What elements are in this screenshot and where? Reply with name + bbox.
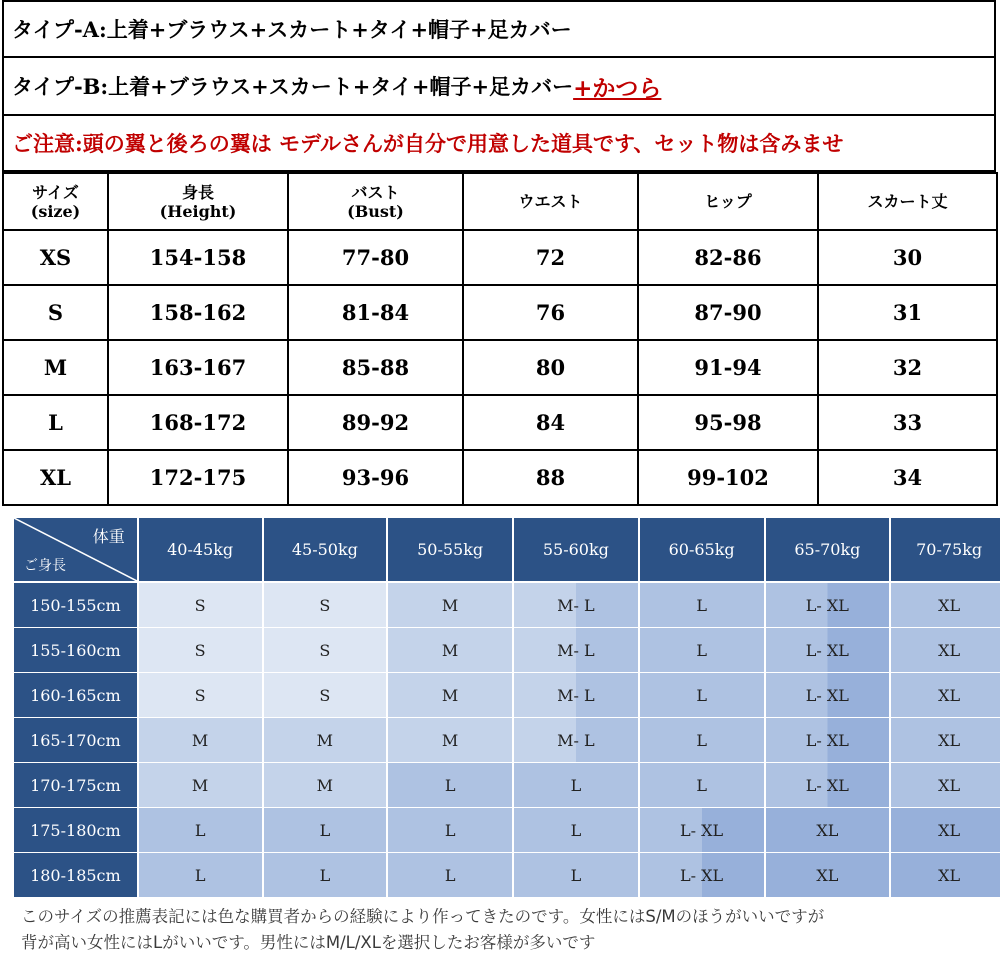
fit-cell: S — [264, 583, 387, 627]
table-cell: 99-102 — [638, 450, 818, 505]
fit-cell: L — [514, 853, 638, 897]
fit-cell: L — [640, 673, 764, 717]
fit-cell: XL — [891, 583, 1000, 627]
table-cell: 168-172 — [108, 395, 288, 450]
height-label: 150-155cm — [14, 583, 137, 627]
col-header-skirt-length: スカート丈 — [818, 173, 997, 230]
table-row — [3, 230, 997, 285]
table-cell: S — [3, 285, 108, 340]
fit-cell: L — [388, 808, 512, 852]
fit-chart-header-row — [14, 518, 1000, 581]
table-cell: L — [3, 395, 108, 450]
table-cell: 32 — [818, 340, 997, 395]
fit-cell: M- L — [514, 628, 638, 672]
col-header-hip: ヒップ — [638, 173, 818, 230]
fit-cell: S — [264, 628, 387, 672]
fit-cell: XL — [891, 673, 1000, 717]
fit-cell: L- XL — [766, 583, 890, 627]
table-cell: 33 — [818, 395, 997, 450]
table-cell: 89-92 — [288, 395, 463, 450]
fit-cell: S — [139, 673, 262, 717]
size-table — [2, 172, 998, 506]
col-header-bust: バスト (Bust) — [288, 173, 463, 230]
table-cell: XS — [3, 230, 108, 285]
fit-cell: L — [640, 763, 764, 807]
type-b-wig-text: +かつら — [573, 74, 662, 102]
notice-text: ご注意:頭の翼と後ろの翼は モデルさんが自分で用意した道具です、セット物は含みませ — [12, 131, 844, 156]
weight-header: 45-50kg — [264, 518, 387, 581]
height-label: 180-185cm — [14, 853, 137, 897]
fit-cell: L — [514, 763, 638, 807]
table-cell: 87-90 — [638, 285, 818, 340]
fit-chart-row — [14, 628, 1000, 672]
table-cell: XL — [3, 450, 108, 505]
fit-cell: M- L — [514, 583, 638, 627]
fit-cell: L- XL — [766, 763, 890, 807]
fit-cell: XL — [891, 628, 1000, 672]
col-header-height: 身長 (Height) — [108, 173, 288, 230]
fit-cell: M — [264, 763, 387, 807]
fit-chart-row — [14, 673, 1000, 717]
table-row — [3, 395, 997, 450]
table-cell: 172-175 — [108, 450, 288, 505]
type-a-text: タイプ-A:上着+ブラウス+スカート+タイ+帽子+足カバー — [12, 17, 572, 42]
table-cell: 93-96 — [288, 450, 463, 505]
weight-header: 70-75kg — [891, 518, 1000, 581]
fit-chart-row — [14, 763, 1000, 807]
weight-header: 55-60kg — [514, 518, 638, 581]
notice-line — [2, 116, 996, 172]
fit-chart-grid — [14, 518, 1000, 898]
table-cell: 91-94 — [638, 340, 818, 395]
fit-cell: L — [640, 583, 764, 627]
corner-weight-label: 体重 — [92, 527, 125, 546]
size-table-header — [3, 173, 997, 230]
fit-chart-row — [14, 718, 1000, 762]
fit-cell: M — [388, 718, 512, 762]
type-a-line — [2, 0, 996, 58]
fit-cell: M — [139, 718, 262, 762]
table-cell: 88 — [463, 450, 638, 505]
height-label: 160-165cm — [14, 673, 137, 717]
fit-cell: M — [388, 583, 512, 627]
weight-header: 40-45kg — [139, 518, 262, 581]
height-label: 175-180cm — [14, 808, 137, 852]
type-b-text: タイプ-B:上着+ブラウス+スカート+タイ+帽子+足カバー — [12, 74, 574, 99]
table-row — [3, 285, 997, 340]
table-cell: 81-84 — [288, 285, 463, 340]
table-cell: 80 — [463, 340, 638, 395]
fit-cell: L — [514, 808, 638, 852]
fit-cell: L- XL — [766, 718, 890, 762]
table-cell: M — [3, 340, 108, 395]
fit-cell: L — [139, 853, 262, 897]
fit-cell: M — [139, 763, 262, 807]
table-cell: 84 — [463, 395, 638, 450]
fit-cell: XL — [766, 853, 890, 897]
col-header-waist: ウエスト — [463, 173, 638, 230]
type-b-line — [2, 58, 996, 116]
fit-cell: M- L — [514, 673, 638, 717]
fit-cell: L — [640, 628, 764, 672]
fit-cell: M — [388, 628, 512, 672]
fit-chart-note — [21, 904, 996, 962]
fit-cell: S — [139, 583, 262, 627]
fit-chart — [7, 516, 999, 966]
fit-cell: XL — [891, 718, 1000, 762]
fit-cell: S — [139, 628, 262, 672]
corner-height-label: ご身長 — [24, 558, 66, 574]
fit-cell: L- XL — [766, 673, 890, 717]
table-cell: 72 — [463, 230, 638, 285]
table-cell: 77-80 — [288, 230, 463, 285]
table-cell: 31 — [818, 285, 997, 340]
fit-cell: M — [388, 673, 512, 717]
table-cell: 95-98 — [638, 395, 818, 450]
fit-cell: L- XL — [766, 628, 890, 672]
fit-cell: L — [264, 808, 387, 852]
table-cell: 154-158 — [108, 230, 288, 285]
note-line-1: このサイズの推薦表記には色な購買者からの経験により作ってきたのです。女性にはS/Mのほうがいいですが — [21, 907, 825, 926]
fit-cell: XL — [891, 763, 1000, 807]
note-line-2: 背が高い女性にはLがいいです。男性にはM/L/XLを選択したお客様が多いです — [21, 933, 596, 952]
table-row — [3, 340, 997, 395]
fit-chart-row — [14, 583, 1000, 627]
fit-cell: XL — [766, 808, 890, 852]
table-cell: 163-167 — [108, 340, 288, 395]
table-cell: 30 — [818, 230, 997, 285]
fit-cell: L- XL — [640, 853, 764, 897]
table-cell: 158-162 — [108, 285, 288, 340]
table-cell: 34 — [818, 450, 997, 505]
fit-cell: L — [640, 718, 764, 762]
fit-cell: L — [388, 763, 512, 807]
weight-header: 50-55kg — [388, 518, 512, 581]
fit-cell: M- L — [514, 718, 638, 762]
fit-cell: XL — [891, 808, 1000, 852]
height-label: 155-160cm — [14, 628, 137, 672]
weight-header: 60-65kg — [640, 518, 764, 581]
fit-cell: L — [388, 853, 512, 897]
height-label: 170-175cm — [14, 763, 137, 807]
fit-chart-corner — [14, 518, 137, 581]
table-cell: 82-86 — [638, 230, 818, 285]
col-header-size: サイズ (size) — [3, 173, 108, 230]
fit-cell: L- XL — [640, 808, 764, 852]
fit-cell: L — [264, 853, 387, 897]
table-cell: 76 — [463, 285, 638, 340]
table-cell: 85-88 — [288, 340, 463, 395]
weight-header: 65-70kg — [766, 518, 890, 581]
fit-cell: S — [264, 673, 387, 717]
table-row — [3, 450, 997, 505]
fit-cell: L — [139, 808, 262, 852]
height-label: 165-170cm — [14, 718, 137, 762]
fit-chart-row — [14, 808, 1000, 852]
fit-cell: XL — [891, 853, 1000, 897]
fit-cell: M — [264, 718, 387, 762]
fit-chart-row — [14, 853, 1000, 897]
